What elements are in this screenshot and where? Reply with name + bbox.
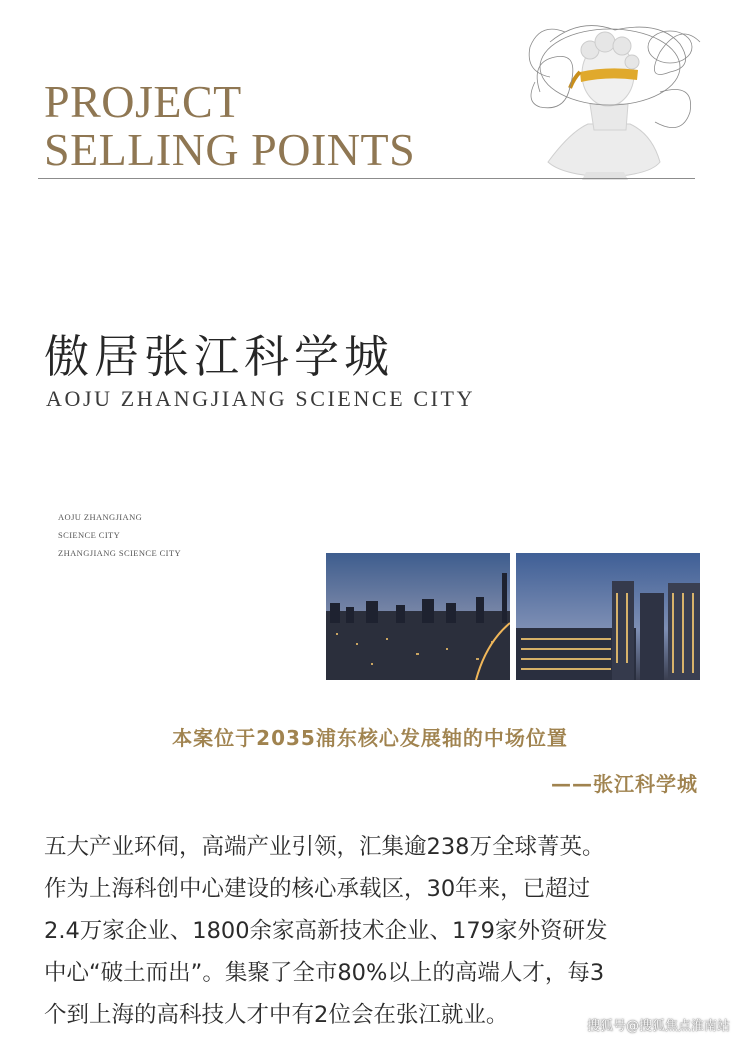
statue-bust-illustration [510,12,710,187]
body-line: 2.4万家企业、1800余家高新技术企业、179家外资研发 [44,918,608,944]
header-title-line2: SELLING POINTS [44,124,416,175]
small-caption-line: AOJU ZHANGJIANG [58,512,143,522]
watermark: 搜狐号@搜狐焦点淮南站 [586,1019,730,1034]
header-divider [38,178,695,179]
city-towers-photo [516,553,700,680]
body-line: 五大产业环伺，高端产业引领，汇集逾238万全球菁英。 [44,834,605,860]
small-caption-line: SCIENCE CITY [58,530,121,540]
section-title-en: AOJU ZHANGJIANG SCIENCE CITY [46,386,476,411]
small-caption-block [58,508,181,562]
small-caption-line: ZHANGJIANG SCIENCE CITY [58,548,181,558]
lead-signature: ——张江科学城 [551,772,698,796]
section-title-cn: 傲居张江科学城 [44,330,395,383]
header-title-line1: PROJECT [44,76,242,127]
header-title [44,78,415,174]
body-paragraph [44,826,700,1036]
body-line: 中心“破土而出”。集聚了全市80%以上的高端人才，每3 [44,960,605,986]
city-skyline-photo [326,553,510,680]
body-line: 个到上海的高科技人才中有2位会在张江就业。 [44,1002,509,1028]
lead-headline: 本案位于2035浦东核心发展轴的中场位置 [172,726,568,750]
body-line: 作为上海科创中心建设的核心承载区，30年来，已超过 [44,876,591,902]
